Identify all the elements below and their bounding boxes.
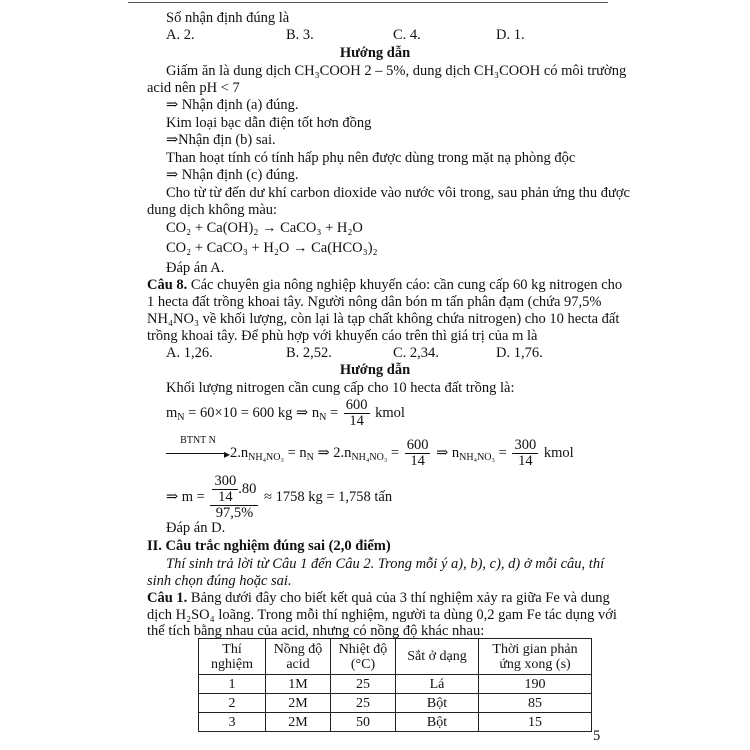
math-text: m: [166, 404, 178, 421]
math-text: kmol: [371, 404, 405, 421]
question-1-line: [147, 590, 610, 607]
math-sub: N: [319, 411, 327, 423]
table-cell: 1: [199, 675, 266, 694]
math-sub: NH₄NO₃: [459, 451, 495, 463]
guide-line: Giấm ăn là dung dịch CH₃COOH 2 – 5%, dung dịch CH₃COOH có môi trường: [166, 63, 627, 79]
math-text: ≈ 1758 kg = 1,758 tấn: [260, 488, 393, 505]
math-sub: NH₄NO₃: [248, 451, 284, 463]
table-cell: 2: [199, 694, 266, 713]
guide-title: Hướng dẫn: [339, 45, 411, 61]
guide-line: ⇒ Nhận định (a) đúng.: [166, 97, 299, 113]
math-text: = 60×10 = 600 kg ⇒ n: [184, 404, 320, 421]
fraction-denominator: 14: [349, 413, 364, 429]
arrow-label: BTNT N: [180, 434, 216, 446]
header-text: acid: [286, 656, 310, 672]
header-text: Thời gian phản: [492, 641, 578, 657]
option-a: A. 1,26.: [166, 345, 213, 361]
table-cell: 2M: [266, 694, 331, 713]
header-text: ứng xong (s): [499, 656, 571, 672]
option-b: B. 2,52.: [286, 345, 332, 361]
option-b: B. 3.: [286, 27, 314, 43]
question-8-line: NH₄NO₃ về khối lượng, còn lại là tạp chất không chứa nitrogen) cho 10 hecta đất: [147, 311, 620, 327]
math-sub: N: [177, 411, 185, 423]
table-header-cell: [199, 639, 266, 675]
option-c: C. 4.: [393, 27, 421, 43]
option-d: D. 1.: [496, 27, 525, 43]
fraction-numerator: [210, 474, 258, 506]
option-d: D. 1,76.: [496, 345, 543, 361]
table-cell: 25: [331, 694, 396, 713]
fraction-denominator: 14: [518, 453, 533, 469]
fraction-denominator: 14: [218, 489, 233, 505]
question-label: Câu 8.: [147, 277, 188, 293]
math-text: ⇒ 2.n: [313, 444, 352, 461]
option-a: A. 2.: [166, 27, 195, 43]
table-header-cell: [479, 639, 592, 675]
guide-line: dung dịch không màu:: [147, 202, 278, 218]
equation-2: CO₂ + CaCO₃ + H₂O → Ca(HCO₃)₂: [166, 240, 378, 256]
guide-line: Kim loại bạc dẫn điện tốt hơn đồng: [166, 115, 372, 131]
math-text: kmol: [540, 444, 574, 461]
question-label: Câu 1.: [147, 590, 188, 606]
fraction-numerator: 600: [345, 397, 368, 413]
table-cell: 3: [199, 713, 266, 732]
math-text: .80: [238, 480, 257, 497]
equation-1: CO₂ + Ca(OH)₂ → CaCO₃ + H₂O: [166, 220, 363, 236]
header-text: (°C): [350, 656, 376, 672]
table-cell: Bột: [396, 713, 479, 732]
guide-line: Cho từ từ đến dư khí carbon dioxide vào nước vôi trong, sau phản ứng thu được: [166, 185, 630, 201]
fraction: [512, 438, 538, 469]
question-8-line: 1 hecta đất trồng khoai tây. Người nông dân bón m tấn phân đạm (chứa 97,5%: [147, 294, 602, 310]
fraction-numerator: 300: [214, 473, 237, 489]
math-line-2: [166, 434, 574, 469]
section-intro-text: Thí sinh trả lời từ Câu 1 đến Câu 2. Trong mỗi ý a), b), c), d) ở mỗi câu, thí: [166, 556, 605, 572]
guide-line: ⇒Nhận địn (b) sai.: [166, 132, 276, 148]
math-text: =: [387, 444, 403, 461]
fraction-numerator: 300: [514, 437, 537, 453]
table-cell: 50: [331, 713, 396, 732]
section-title-text: II. Câu trắc nghiệm đúng sai (2,0 điểm): [147, 538, 391, 554]
header-text: Nhiệt độ: [338, 641, 388, 657]
math-sub: NH₄NO₃: [351, 451, 388, 463]
table-header-cell: [331, 639, 396, 675]
question-text: Bảng dưới đây cho biết kết quả của 3 thí nghiệm xảy ra giữa Fe và dung: [187, 590, 610, 606]
experiment-table: [198, 638, 592, 732]
table-header-cell: [266, 639, 331, 675]
table-cell: 2M: [266, 713, 331, 732]
math-line-3: [166, 474, 392, 521]
option-c: C. 2,34.: [393, 345, 439, 361]
fraction-numerator: 600: [406, 437, 429, 453]
math-text: =: [495, 444, 511, 461]
table-cell: Bột: [396, 694, 479, 713]
table-cell: Lá: [396, 675, 479, 694]
math-sub: N: [306, 451, 314, 463]
question-prompt: Số nhận định đúng là: [166, 10, 290, 26]
math-text: = n: [283, 444, 307, 461]
header-text: Nồng độ: [273, 641, 323, 657]
math-text: 2.n: [230, 444, 249, 461]
math-text: =: [326, 404, 342, 421]
guide-title: Hướng dẫn: [339, 362, 411, 378]
table-row: [199, 713, 592, 732]
math-text: ⇒ m =: [166, 488, 209, 505]
guide-line: acid nên pH < 7: [147, 80, 240, 96]
header-rule: [128, 2, 608, 3]
header-text: nghiệm: [211, 656, 253, 672]
fraction: [344, 398, 370, 429]
question-8-line: trồng khoai tây. Để phù hợp với khuyến cáo trên thì giá trị của m là: [147, 328, 538, 344]
inner-fraction: [212, 474, 238, 505]
table-cell: 85: [479, 694, 592, 713]
section-intro-text: sinh chọn đúng hoặc sai.: [147, 573, 292, 589]
arrow-btnt: BTNT N ▸: [166, 447, 230, 461]
guide-line: Than hoạt tính có tính hấp phụ nên được dùng trong mặt nạ phòng độc: [166, 150, 576, 166]
fraction: [405, 438, 431, 469]
answer-line: Đáp án D.: [166, 520, 226, 536]
section-intro: [147, 573, 292, 590]
table-row: [199, 694, 592, 713]
table-header-cell: Sắt ở dạng: [396, 639, 479, 675]
section-title: [147, 538, 391, 555]
question-1-line: thể tích bằng nhau của acid, nhưng có nồng độ khác nhau:: [147, 623, 485, 639]
fraction-denominator: 14: [410, 453, 425, 469]
page-number: 5: [593, 728, 601, 744]
header-text: Thí: [222, 641, 242, 657]
guide-line: Khối lượng nitrogen cần cung cấp cho 10 hecta đất trồng là:: [166, 380, 515, 396]
table-cell: 15: [479, 713, 592, 732]
question-1-line: dịch H₂SO₄ loãng. Trong mỗi thí nghiệm, người ta dùng 0,2 gam Fe tác dụng với: [147, 607, 617, 623]
fraction: [210, 474, 258, 521]
table-row: [199, 675, 592, 694]
table-cell: 25: [331, 675, 396, 694]
fraction-denominator: 97,5%: [215, 505, 254, 521]
section-intro: [166, 556, 604, 573]
answer-line: Đáp án A.: [166, 260, 225, 276]
question-8-line: [147, 277, 622, 294]
math-line-1: [166, 398, 405, 429]
guide-line: ⇒ Nhận định (c) đúng.: [166, 167, 299, 183]
table-cell: 1M: [266, 675, 331, 694]
table-cell: 190: [479, 675, 592, 694]
question-text: Các chuyên gia nông nghiệp khuyến cáo: cần cung cấp 60 kg nitrogen cho: [187, 277, 623, 293]
table-header-row: [199, 639, 592, 675]
math-text: ⇒ n: [432, 444, 460, 461]
